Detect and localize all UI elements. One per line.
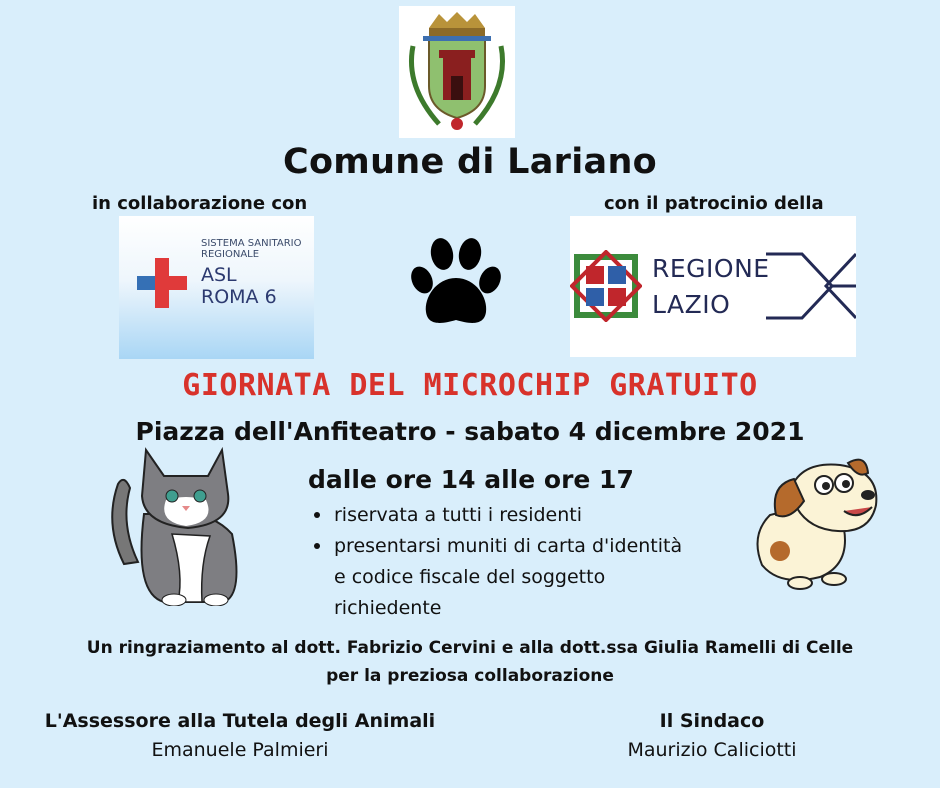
list-item: riservata a tutti i residenti <box>308 500 682 531</box>
asl-cross-icon <box>137 258 187 308</box>
signature-name: Emanuele Palmieri <box>151 739 329 761</box>
signature-role: Il Sindaco <box>659 710 765 732</box>
asl-name: ASL ROMA 6 <box>201 264 277 308</box>
asl-roma6-logo <box>119 216 314 359</box>
asl-subtitle: SISTEMA SANITARIO REGIONALE <box>201 238 302 260</box>
patronage-caption: con il patrocinio della <box>604 193 824 214</box>
dog-illustration <box>740 455 886 597</box>
signature-role: L'Assessore alla Tutela degli Animali <box>44 710 436 732</box>
lazio-emblem-icon <box>570 250 642 322</box>
collaboration-caption: in collaborazione con <box>92 193 308 214</box>
signature-sindaco <box>562 710 862 761</box>
regione-lazio-logo <box>570 216 856 357</box>
comune-crest-icon <box>399 6 515 138</box>
page-title: Comune di Lariano <box>282 142 658 182</box>
signature-name: Maurizio Caliciotti <box>627 739 797 761</box>
thanks-note: Un ringraziamento al dott. Fabrizio Cervini e alla dott.ssa Giulia Ramelli di Celle per la preziosa collaborazione <box>86 638 854 686</box>
event-hours: dalle ore 14 alle ore 17 <box>308 465 634 494</box>
event-details-list <box>308 500 682 624</box>
paw-icon <box>408 236 504 328</box>
event-headline: GIORNATA DEL MICROCHIP GRATUITO <box>182 368 758 403</box>
list-item-continuation: e codice fiscale del soggetto <box>334 566 606 588</box>
cat-illustration <box>104 444 250 606</box>
list-item: presentarsi muniti di carta d'identità <box>308 531 682 562</box>
signature-assessore <box>30 710 450 761</box>
lazio-line2: LAZIO <box>652 290 731 319</box>
event-place-date: Piazza dell'Anfiteatro - sabato 4 dicembre 2021 <box>135 417 805 446</box>
lazio-arrows-icon <box>766 246 856 326</box>
lazio-line1: REGIONE <box>652 254 770 283</box>
list-item-continuation: richiedente <box>334 597 442 619</box>
